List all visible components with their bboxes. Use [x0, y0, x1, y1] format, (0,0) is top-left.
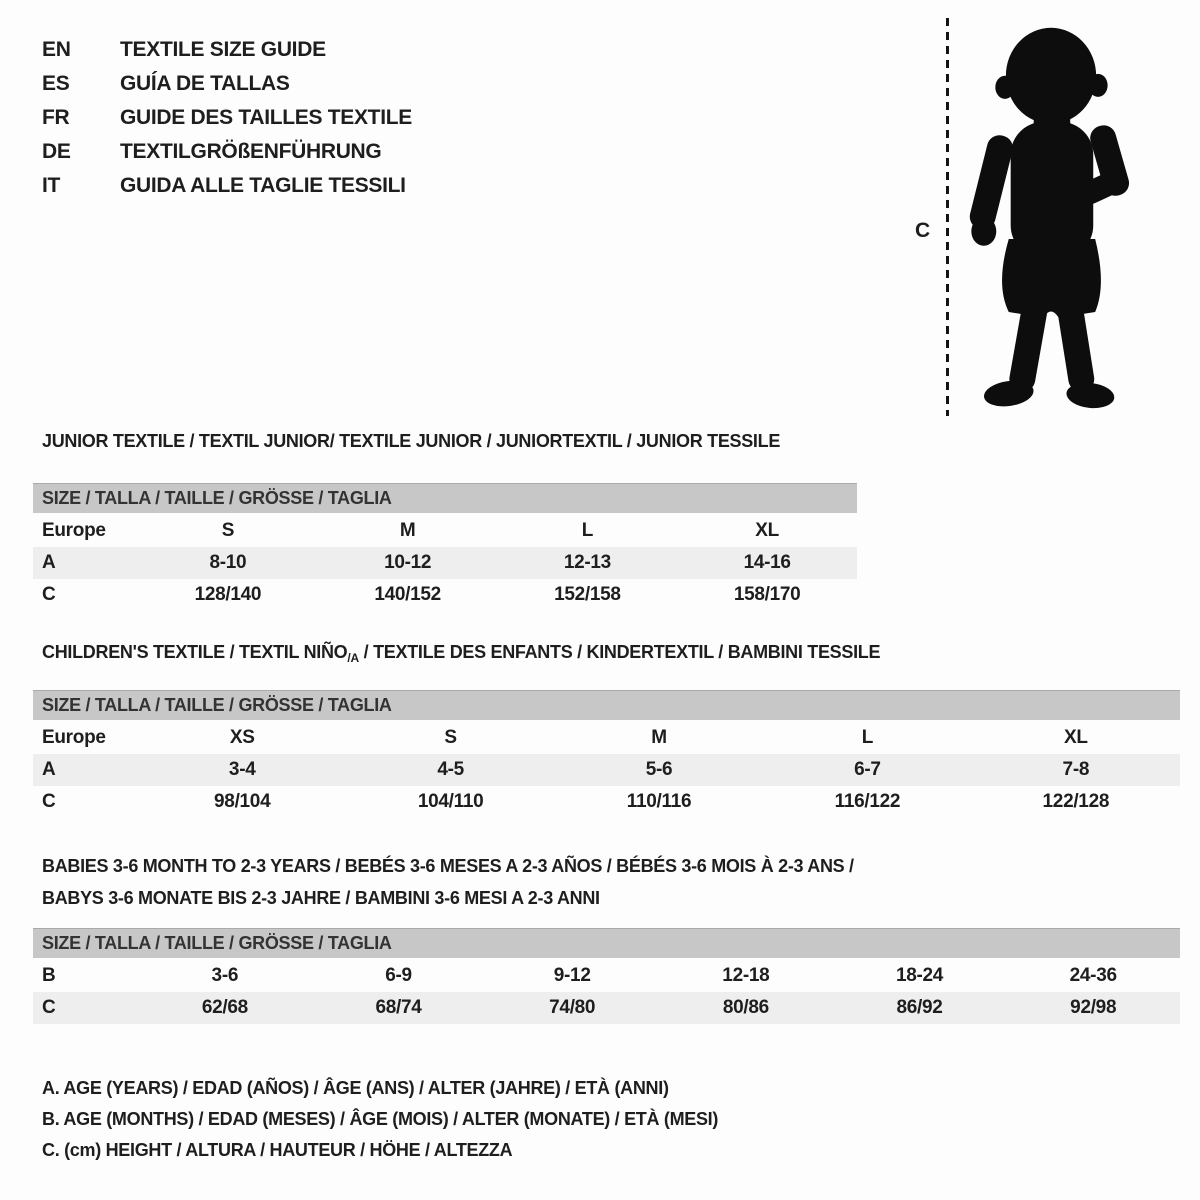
- language-code: EN: [42, 38, 71, 61]
- table-cell: 74/80: [549, 997, 596, 1018]
- language-code: FR: [42, 106, 70, 129]
- table-cell: 68/74: [375, 997, 422, 1018]
- row-label: Europe: [42, 727, 106, 748]
- language-title-block: [42, 33, 412, 203]
- table-cell: 92/98: [1070, 997, 1117, 1018]
- table-cell: 8-10: [209, 552, 247, 573]
- measurement-legend: [42, 1073, 718, 1166]
- table-cell: 10-12: [384, 552, 432, 573]
- table-cell: 80/86: [722, 997, 769, 1018]
- row-label: C: [42, 584, 56, 605]
- table-cell: 12-13: [563, 552, 611, 573]
- language-row-es: [42, 67, 412, 101]
- table-cell: 12-18: [722, 965, 770, 986]
- row-label: Europe: [42, 520, 106, 541]
- row-label: C: [42, 791, 56, 812]
- row-label: A: [42, 552, 56, 573]
- language-title: TEXTILGRÖßENFÜHRUNG: [120, 140, 382, 163]
- children-section-title: [42, 642, 880, 665]
- table-cell: 3-4: [228, 759, 256, 780]
- table-cell: 14-16: [743, 552, 791, 573]
- table-cell: 104/110: [417, 791, 484, 812]
- language-code: DE: [42, 140, 71, 163]
- language-title: GUIDA ALLE TAGLIE TESSILI: [120, 174, 406, 197]
- table-cell: 110/116: [626, 791, 692, 812]
- children-title-post: / TEXTILE DES ENFANTS / KINDERTEXTIL / BAMBINI TESSILE: [358, 642, 881, 662]
- table-cell: 152/158: [554, 584, 621, 605]
- table-cell: 98/104: [214, 791, 271, 812]
- row-label: A: [42, 759, 56, 780]
- legend-line-c: C. (cm) HEIGHT / ALTURA / HAUTEUR / HÖHE / ALTEZZA: [42, 1140, 513, 1160]
- table-cell: XL: [1063, 727, 1088, 748]
- table-row-europe: [33, 515, 857, 547]
- table-cell: 6-7: [854, 759, 881, 780]
- table-cell: XS: [229, 727, 255, 748]
- size-header-band: SIZE / TALLA / TAILLE / GRÖSSE / TAGLIA: [33, 483, 857, 513]
- babies-size-table: [33, 928, 1180, 1024]
- table-cell: M: [651, 727, 667, 748]
- table-cell: XL: [755, 520, 779, 541]
- height-measure-label: C: [915, 219, 930, 242]
- table-cell: 116/122: [834, 791, 901, 812]
- table-row-height: [33, 579, 857, 611]
- language-row-it: [42, 169, 412, 203]
- size-header-band: SIZE / TALLA / TAILLE / GRÖSSE / TAGLIA: [33, 690, 1180, 720]
- table-row-age-months: [33, 960, 1180, 992]
- table-row-europe: [33, 722, 1180, 754]
- table-cell: 18-24: [895, 965, 944, 986]
- language-title: TEXTILE SIZE GUIDE: [120, 38, 326, 61]
- table-row-height: [33, 786, 1180, 818]
- row-label: C: [42, 997, 56, 1018]
- legend-line-a: A. AGE (YEARS) / EDAD (AÑOS) / ÂGE (ANS) / ALTER (JAHRE) / ETÀ (ANNI): [42, 1078, 669, 1098]
- table-cell: S: [221, 520, 235, 541]
- table-cell: 6-9: [385, 965, 412, 986]
- table-cell: 4-5: [437, 759, 464, 780]
- table-cell: 9-12: [553, 965, 591, 986]
- table-cell: 7-8: [1062, 759, 1090, 780]
- children-title-pre: CHILDREN'S TEXTILE / TEXTIL NIÑO: [42, 642, 348, 662]
- table-row-age-years: [33, 547, 857, 579]
- junior-size-table: [33, 483, 857, 611]
- height-dashed-line: [946, 18, 949, 416]
- table-cell: 158/170: [733, 584, 801, 605]
- language-row-en: [42, 33, 412, 67]
- language-title: GUÍA DE TALLAS: [120, 72, 290, 95]
- table-cell: S: [444, 727, 457, 748]
- language-row-fr: [42, 101, 412, 135]
- table-cell: 140/152: [374, 584, 441, 605]
- language-code: IT: [42, 174, 61, 197]
- babies-section-title: [42, 850, 854, 914]
- table-cell: L: [861, 727, 874, 748]
- toddler-silhouette-icon: [955, 14, 1147, 416]
- language-title: GUIDE DES TAILLES TEXTILE: [120, 106, 412, 129]
- table-cell: 24-36: [1069, 965, 1117, 986]
- table-cell: 128/140: [194, 584, 262, 605]
- table-row-height: [33, 992, 1180, 1024]
- babies-title-line2: BABYS 3-6 MONATE BIS 2-3 JAHRE / BAMBINI 3-6 MESI A 2-3 ANNI: [42, 888, 600, 908]
- table-row-age-years: [33, 754, 1180, 786]
- children-size-table: [33, 690, 1180, 818]
- table-cell: 86/92: [896, 997, 943, 1018]
- row-label: B: [42, 965, 56, 986]
- language-row-de: [42, 135, 412, 169]
- table-cell: 3-6: [211, 965, 239, 986]
- children-title-sub: /A: [347, 651, 359, 665]
- table-cell: M: [399, 520, 416, 541]
- babies-title-line1: BABIES 3-6 MONTH TO 2-3 YEARS / BEBÉS 3-6 MESES A 2-3 AÑOS / BÉBÉS 3-6 MOIS À 2-3 ANS /: [42, 856, 854, 876]
- table-cell: 5-6: [645, 759, 673, 780]
- table-cell: 122/128: [1042, 791, 1110, 812]
- junior-section-title: JUNIOR TEXTILE / TEXTIL JUNIOR/ TEXTILE JUNIOR / JUNIORTEXTIL / JUNIOR TESSILE: [42, 431, 781, 451]
- language-code: ES: [42, 72, 70, 95]
- table-cell: 62/68: [201, 997, 248, 1018]
- table-cell: L: [581, 520, 594, 541]
- size-header-band: SIZE / TALLA / TAILLE / GRÖSSE / TAGLIA: [33, 928, 1180, 958]
- legend-line-b: B. AGE (MONTHS) / EDAD (MESES) / ÂGE (MOIS) / ALTER (MONATE) / ETÀ (MESI): [42, 1109, 719, 1129]
